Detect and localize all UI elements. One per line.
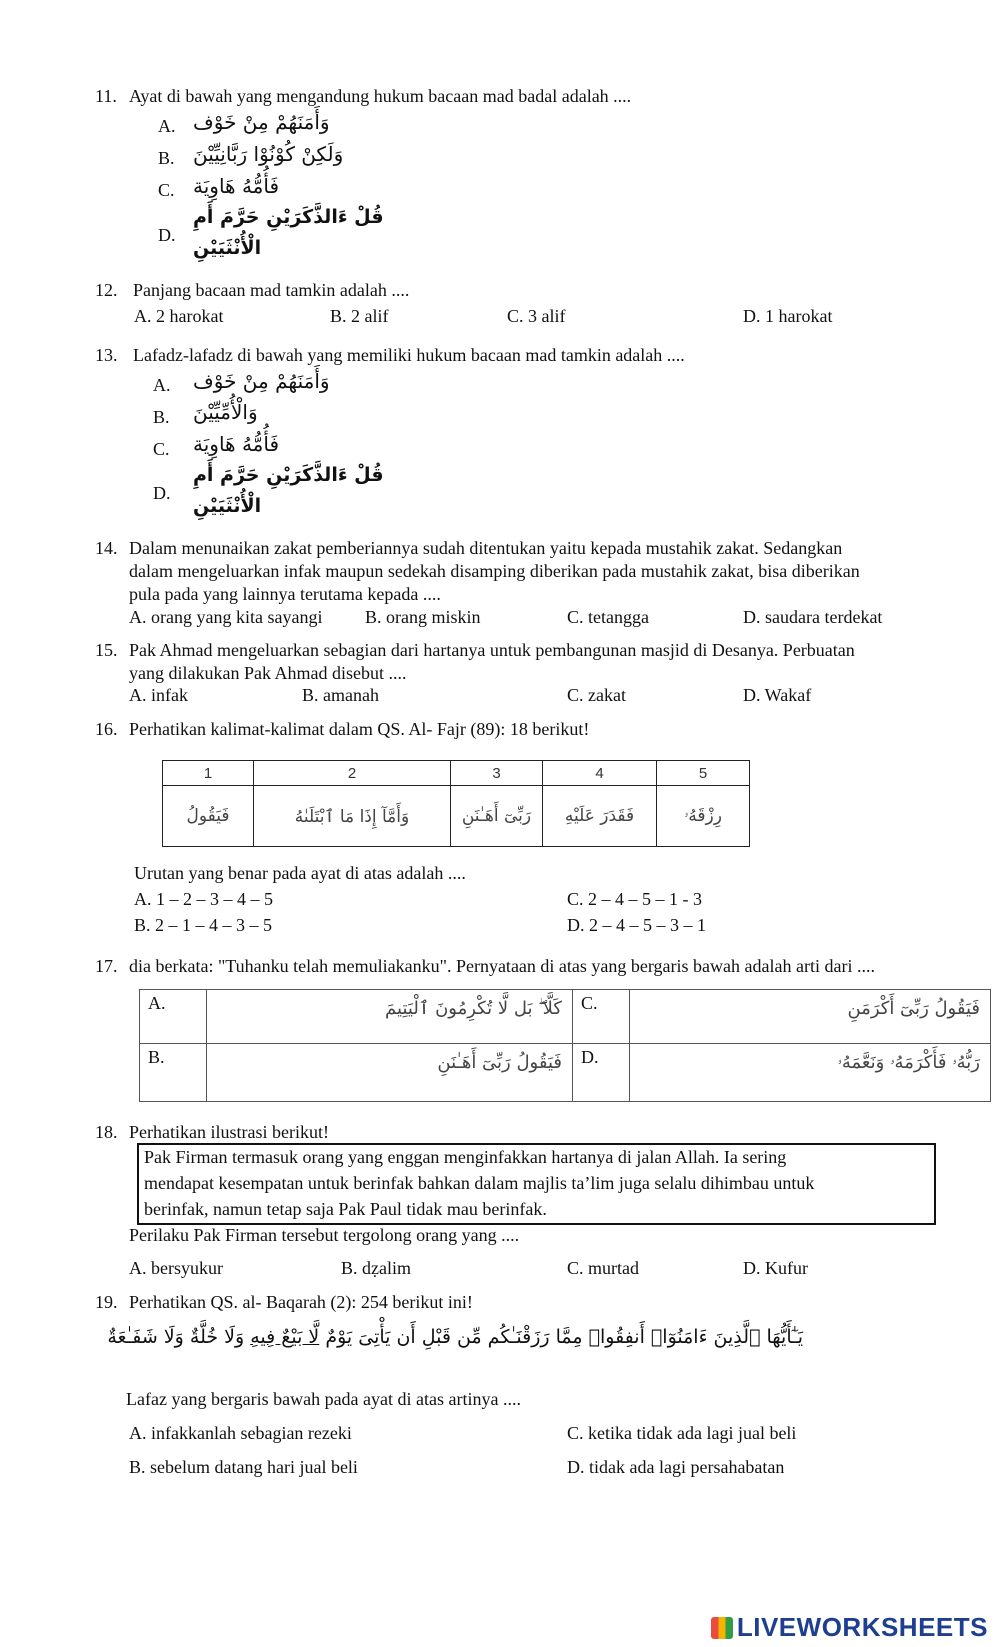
q19-text: Perhatikan QS. al- Baqarah (2): 254 berikut ini! xyxy=(129,1292,473,1312)
q14-line-2: dalam mengeluarkan infak maupun sedekah disamping diberikan pada mustahik zakat, bisa diberikan xyxy=(129,561,860,581)
q18-box-line-3: berinfak, namun tetap saja Pak Paul tidak mau berinfak. xyxy=(144,1199,547,1219)
q15-line-1: Pak Ahmad mengeluarkan sebagian dari hartanya untuk pembangunan masjid di Desanya. Perbuatan xyxy=(129,640,855,660)
q17-option-d-arabic: رَبُّهُۥ فَأَكْرَمَهُۥ وَنَعَّمَهُۥ xyxy=(630,1044,991,1102)
q17-option-b-arabic: فَيَقُولُ رَبِّىٓ أَهَـٰنَنِ xyxy=(207,1044,573,1102)
q19-number: 19. xyxy=(95,1292,118,1312)
q19-ayah xyxy=(107,1326,803,1348)
q13-option-d-arabic: قُلْ ءَالذَّكَرَيْنِ حَرَّمَ أَمِ xyxy=(193,464,384,486)
q15-line-2: yang dilakukan Pak Ahmad disebut .... xyxy=(129,663,407,683)
liveworksheets-logo[interactable] xyxy=(711,1612,988,1643)
q11-option-d-arabic-line2: الْأُنْثَيَيْنِ xyxy=(193,237,262,259)
q14-option-d: D. saudara terdekat xyxy=(743,607,883,627)
q12-text: Panjang bacaan mad tamkin adalah .... xyxy=(133,280,410,300)
q17-option-d-label: D. xyxy=(573,1044,630,1102)
q11-option-d-arabic: قُلْ ءَالذَّكَرَيْنِ حَرَّمَ أَمِ xyxy=(193,206,384,228)
q12-option-a: A. 2 harokat xyxy=(134,306,224,326)
q13-option-a-label: A. xyxy=(153,375,171,395)
q16-option-d: D. 2 – 4 – 5 – 3 – 1 xyxy=(567,915,706,935)
q15-number: 15. xyxy=(95,640,118,660)
q13-option-b-arabic: وَالْأُمِّيِّيْنَ xyxy=(193,400,258,424)
q11-option-a-arabic: وَأَمَنَهُمْ مِنْ خَوْف xyxy=(193,110,330,134)
q13-number: 13. xyxy=(95,345,118,365)
q16-header-4: 4 xyxy=(543,761,657,786)
q11-option-d-label: D. xyxy=(158,225,176,245)
q17-option-b-label: B. xyxy=(140,1044,207,1102)
q11-number: 11. xyxy=(95,86,117,106)
q13-option-d-label: D. xyxy=(153,483,171,503)
q18-prompt: Perilaku Pak Firman tersebut tergolong orang yang .... xyxy=(129,1225,520,1245)
q18-number: 18. xyxy=(95,1122,118,1142)
q11-option-b-arabic: وَلَكِنْ كُوْنُوْا رَبَّانِيِّيْنَ xyxy=(193,142,344,166)
q12-number: 12. xyxy=(95,280,118,300)
q14-line-3: pula pada yang lainnya terutama kepada .... xyxy=(129,584,441,604)
q19-option-c: C. ketika tidak ada lagi jual beli xyxy=(567,1423,797,1443)
q18-box-line-2: mendapat kesempatan untuk berinfak bahkan dalam majlis ta’lim juga selalu dihimbau untuk xyxy=(144,1173,815,1193)
q14-number: 14. xyxy=(95,538,118,558)
q16-text: Perhatikan kalimat-kalimat dalam QS. Al- Fajr (89): 18 berikut! xyxy=(129,719,590,739)
q16-cell-5: رِزْقَهُۥ xyxy=(657,786,750,847)
q14-option-c: C. tetangga xyxy=(567,607,649,627)
q18-option-a: A. bersyukur xyxy=(129,1258,223,1278)
q14-option-a: A. orang yang kita sayangi xyxy=(129,607,323,627)
q16-number: 16. xyxy=(95,719,118,739)
q18-box-line-1: Pak Firman termasuk orang yang enggan menginfakkan hartanya di jalan Allah. Ia sering xyxy=(144,1147,787,1167)
q13-option-b-label: B. xyxy=(153,407,170,427)
q15-option-a: A. infak xyxy=(129,685,188,705)
q17-number: 17. xyxy=(95,956,118,976)
q19-ayah-before: يَـٰٓأَيُّهَا ٱلَّذِينَ ءَامَنُوٓا۟ أَنفِقُوا۟ مِمَّا رَزَقْنَـٰكُم مِّن قَبْلِ أَن يَأْتِىَ يَوْمٌ xyxy=(325,1326,803,1348)
q17-text: dia berkata: "Tuhanku telah memuliakanku". Pernyataan di atas yang bergaris bawah adalah arti dari .... xyxy=(129,956,875,976)
q12-option-c: C. 3 alif xyxy=(507,306,566,326)
q11-option-c-label: C. xyxy=(158,180,175,200)
q13-option-c-label: C. xyxy=(153,439,170,459)
q16-header-3: 3 xyxy=(451,761,543,786)
q14-option-b: B. orang miskin xyxy=(365,607,481,627)
q18-option-b: B. dẓalim xyxy=(341,1258,411,1278)
q16-cell-3: رَبِّىٓ أَهَـٰنَنِ xyxy=(451,786,543,847)
q17-table xyxy=(139,989,991,1102)
q16-option-a: A. 1 – 2 – 3 – 4 – 5 xyxy=(134,889,273,909)
q19-option-d: D. tidak ada lagi persahabatan xyxy=(567,1457,785,1477)
q18-text: Perhatikan ilustrasi berikut! xyxy=(129,1122,329,1142)
q16-cell-2: وَأَمَّآ إِذَا مَا ٱبْتَلَىٰهُ xyxy=(254,786,451,847)
liveworksheets-brand: LIVEWORKSHEETS xyxy=(736,1612,988,1642)
q19-option-a: A. infakkanlah sebagian rezeki xyxy=(129,1423,352,1443)
q17-option-a-label: A. xyxy=(140,990,207,1044)
q11-option-c-arabic: فَأُمُّهُ هَاوِيَة xyxy=(193,174,280,198)
q12-option-b: B. 2 alif xyxy=(330,306,389,326)
q13-option-a-arabic: وَأَمَنَهُمْ مِنْ خَوْف xyxy=(193,369,330,393)
q13-option-d-arabic-line2: الْأُنْثَيَيْنِ xyxy=(193,495,262,517)
q13-option-c-arabic: فَأُمُّهُ هَاوِيَة xyxy=(193,432,280,456)
q16-cell-1: فَيَقُولُ xyxy=(163,786,254,847)
q16-table xyxy=(162,760,750,847)
q16-prompt: Urutan yang benar pada ayat di atas adalah .... xyxy=(134,863,466,883)
q17-option-a-arabic: كَلَّا ۖ بَل لَّا تُكْرِمُونَ ٱلْيَتِيمَ xyxy=(207,990,573,1044)
q15-option-b: B. amanah xyxy=(302,685,379,705)
q11-text: Ayat di bawah yang mengandung hukum bacaan mad badal adalah .... xyxy=(129,86,632,106)
q11-option-a-label: A. xyxy=(158,116,176,136)
q15-option-d: D. Wakaf xyxy=(743,685,812,705)
q16-header-1: 1 xyxy=(163,761,254,786)
q16-option-c: C. 2 – 4 – 5 – 1 - 3 xyxy=(567,889,702,909)
q16-cell-4: فَقَدَرَ عَلَيْهِ xyxy=(543,786,657,847)
liveworksheets-logo-icon xyxy=(711,1617,733,1639)
q18-option-c: C. murtad xyxy=(567,1258,639,1278)
q15-option-c: C. zakat xyxy=(567,685,626,705)
q12-option-d: D. 1 harokat xyxy=(743,306,833,326)
q17-option-c-label: C. xyxy=(573,990,630,1044)
q19-ayah-underlined: لَّا بَيْعٌ فِيهِ xyxy=(250,1326,320,1348)
q16-header-5: 5 xyxy=(657,761,750,786)
q16-header-2: 2 xyxy=(254,761,451,786)
q18-option-d: D. Kufur xyxy=(743,1258,808,1278)
q19-option-b: B. sebelum datang hari jual beli xyxy=(129,1457,358,1477)
q13-text: Lafadz-lafadz di bawah yang memiliki hukum bacaan mad tamkin adalah .... xyxy=(133,345,685,365)
q14-line-1: Dalam menunaikan zakat pemberiannya sudah ditentukan yaitu kepada mustahik zakat. Sedangkan xyxy=(129,538,843,558)
q16-option-b: B. 2 – 1 – 4 – 3 – 5 xyxy=(134,915,273,935)
q17-option-c-arabic: فَيَقُولُ رَبِّىٓ أَكْرَمَنِ xyxy=(630,990,991,1044)
q19-prompt: Lafaz yang bergaris bawah pada ayat di atas artinya .... xyxy=(126,1389,521,1409)
q19-ayah-after: وَلَا خُلَّةٌ وَلَا شَفَـٰعَةٌ xyxy=(107,1326,245,1348)
q11-option-b-label: B. xyxy=(158,148,175,168)
